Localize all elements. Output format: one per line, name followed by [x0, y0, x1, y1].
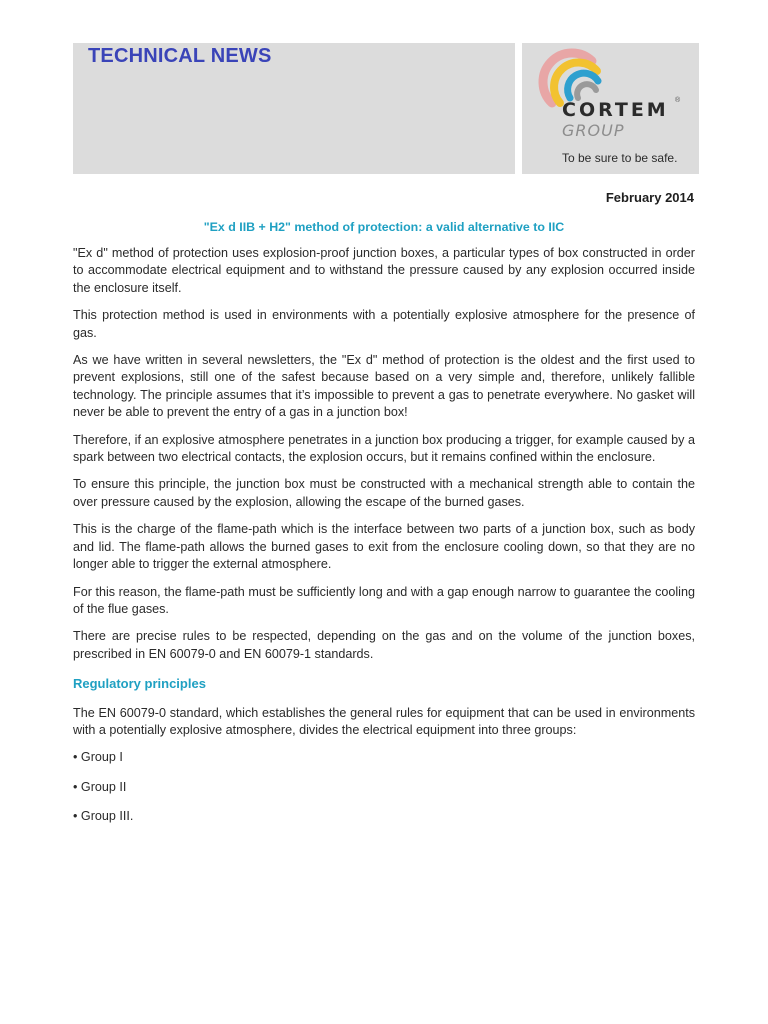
brand-name: CORTEM [562, 99, 669, 121]
page-title: TECHNICAL NEWS [88, 45, 272, 67]
body-paragraph: To ensure this principle, the junction box must be constructed with a mechanical strength able to contain the over pressure caused by the explosion, allowing the escape of the burned gases. [73, 477, 695, 509]
body-paragraph: "Ex d" method of protection uses explosion-proof junction boxes, a particular types of box constructed in order to accommodate electrical equipment and to withstand the pressure caused by any explosion occurred inside the enclosure itself. [73, 246, 695, 295]
body-paragraph: Therefore, if an explosive atmosphere penetrates in a junction box producing a trigger, for example caused by a spark between two electrical contacts, the explosion occurs, but it remains confined within the enclosure. [73, 432, 695, 465]
brand-group-label: GROUP [562, 121, 625, 140]
list-item: • Group III. [73, 809, 134, 824]
document-body [73, 245, 695, 838]
list-item: • Group II [73, 779, 127, 794]
list-item: • Group I [73, 750, 123, 765]
body-paragraph: This is the charge of the flame-path which is the interface between two parts of a junction box, such as body and lid. The flame-path allows the burned gases to exit from the enclosure cooling down, so that they are no longer able to trigger the external atmosphere. [73, 522, 695, 572]
section-heading: Regulatory principles [73, 676, 206, 692]
body-paragraph: For this reason, the flame-path must be sufficiently long and with a gap enough narrow to guarantee the cooling of the flue gases. [73, 584, 695, 616]
body-paragraph: As we have written in several newsletters, the "Ex d" method of protection is the oldest and the first used to prevent explosions, still one of the safest because based on a very simple and, therefore, unlikely fallible technology. The principle assumes that it’s impossible to prevent a gas to penetrate everywhere. No gasket will never be able to prevent the entry of a gas in a junction box! [73, 353, 695, 420]
body-paragraph: There are precise rules to be respected, depending on the gas and on the volume of the junction boxes, prescribed in EN 60079-0 and EN 60079-1 standards. [73, 629, 695, 661]
document-subtitle: "Ex d IIB + H2" method of protection: a valid alternative to IIC [203, 220, 565, 234]
body-paragraph: This protection method is used in environments with a potentially explosive atmosphere for the presence of gas. [73, 308, 695, 340]
brand-slogan: To be sure to be safe. [562, 151, 678, 165]
brand-logo-panel [522, 43, 699, 174]
section-paragraph: The EN 60079-0 standard, which establishes the general rules for equipment that can be used in environments with a potentially explosive atmosphere, divides the electrical equipment into three groups: [73, 705, 695, 737]
document-date: February 2014 [605, 190, 694, 205]
registered-mark: ® [675, 97, 681, 104]
